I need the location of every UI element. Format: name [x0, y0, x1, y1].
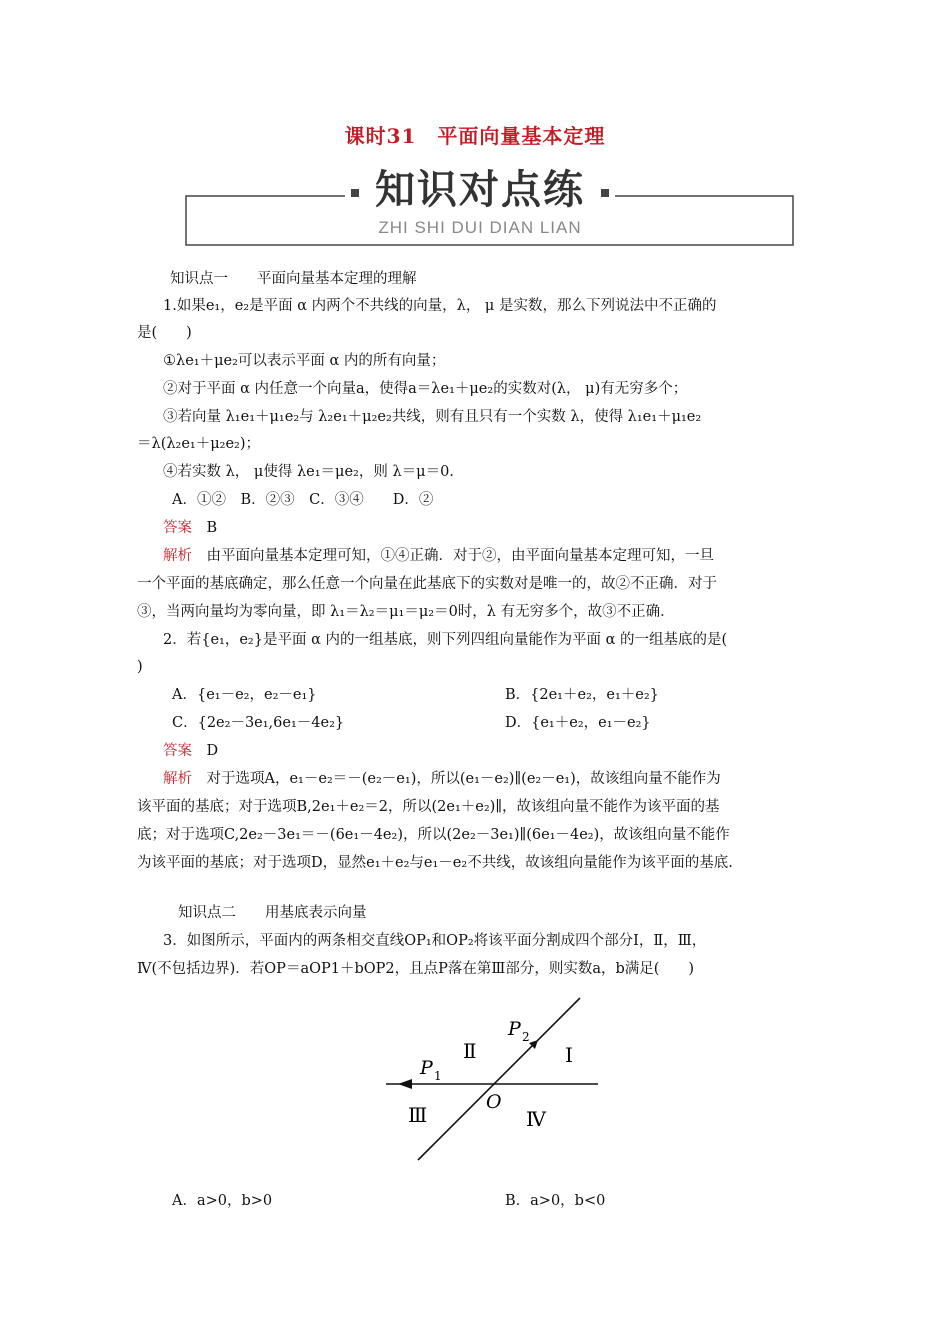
section-banner [185, 160, 795, 246]
analysis-text: 对于选项A，e₁－e₂＝－(e₂－e₁)，所以(e₁－e₂)∥(e₂－e₁)，故该组向量不能作为 [206, 771, 721, 787]
label-p2-sub: 2 [522, 1030, 530, 1044]
q1-analysis-line3: ③，当两向量均为零向量，即 λ₁＝λ₂＝μ₁＝μ₂＝0时，λ 有无穷多个，故③不正确． [137, 604, 675, 620]
q2-stem-line1: 2．若{e₁，e₂}是平面 α 内的一组基底，则下列四组向量能作为平面 α 的一组基底的是( [163, 632, 728, 648]
q2-option-a: A．{e₁－e₂，e₂－e₁} [172, 687, 317, 703]
answer-label: 答案 [163, 520, 192, 536]
region-3-label: Ⅲ [408, 1103, 428, 1127]
q3-option-b: B．a>0，b<0 [505, 1193, 606, 1209]
banner-sub-text: ZHI SHI DUI DIAN LIAN [378, 218, 582, 237]
q1-analysis-line1 [163, 542, 843, 570]
answer-value: B [206, 520, 218, 536]
q1-options: A．①② B．②③ C．③④ D．② [172, 492, 434, 508]
section-heading-2: 知识点二 用基底表示向量 [178, 905, 367, 921]
q1-answer [163, 514, 843, 542]
q1-stem-line2: 是( ) [137, 325, 192, 341]
q3-stem-line2: Ⅳ(不包括边界)．若OP＝aOP1＋bOP2，且点P落在第Ⅲ部分，则实数a，b满足( ) [137, 961, 695, 977]
q2-analysis-line4: 为该平面的基底；对于选项D，显然e₁＋e₂与e₁－e₂不共线，故该组向量能作为该平面的基底. [137, 855, 733, 871]
q2-stem-line2: ) [137, 659, 143, 675]
answer-value: D [206, 743, 219, 759]
label-p2: P [508, 1018, 521, 1040]
section-heading-1: 知识点一 平面向量基本定理的理解 [170, 271, 417, 287]
page-title: 课时31 平面向量基本定理 [344, 124, 606, 148]
q1-stem-line1: 1.如果e₁，e₂是平面 α 内两个不共线的向量，λ， μ 是实数，那么下列说法中不正确的 [163, 298, 717, 314]
line-op2 [418, 998, 580, 1160]
q2-option-b: B．{2e₁＋e₂，e₁＋e₂} [505, 687, 659, 703]
q3-stem-line1: 3．如图所示，平面内的两条相交直线OP₁和OP₂将该平面分割成四个部分Ⅰ，Ⅱ，Ⅲ， [163, 933, 707, 949]
analysis-label: 解析 [163, 548, 192, 564]
label-o: O [486, 1091, 502, 1113]
answer-label: 答案 [163, 743, 192, 759]
label-p1: P [420, 1057, 433, 1079]
q3-option-a: A．a>0，b>0 [172, 1193, 273, 1209]
q1-statement-3a: ③若向量 λ₁e₁＋μ₁e₂与 λ₂e₁＋μ₂e₂共线，则有且只有一个实数 λ，使得 λ₁e₁＋μ₁e₂ [163, 409, 702, 425]
q1-statement-2: ②对于平面 α 内任意一个向量a，使得a＝λe₁＋μe₂的实数对(λ， μ)有无穷多个； [163, 381, 688, 397]
region-2-label: Ⅱ [463, 1039, 477, 1063]
region-1-label: Ⅰ [565, 1043, 573, 1067]
arrow-p1-icon [398, 1079, 412, 1089]
q1-statement-4: ④若实数 λ， μ使得 λe₁＝μe₂，则 λ＝μ＝0. [163, 464, 454, 480]
q2-analysis-line3: 底；对于选项C,2e₂－3e₁＝－(6e₁－4e₂)，所以(2e₂－3e₁)∥(6e₁－4e₂)，故该组向量不能作 [137, 827, 730, 843]
analysis-label: 解析 [163, 771, 192, 787]
q2-option-d: D．{e₁＋e₂，e₁－e₂} [505, 715, 651, 731]
q2-option-c: C．{2e₂－3e₁,6e₁－4e₂} [172, 715, 345, 731]
q1-statement-3b: ＝λ(λ₂e₁＋μ₂e₂)； [137, 436, 261, 452]
q2-analysis-line2: 该平面的基底；对于选项B,2e₁＋e₂＝2，所以(2e₁＋e₂)∥，故该组向量不能作为该平面的基 [137, 799, 720, 815]
q3-figure [368, 988, 616, 1184]
region-4-label: Ⅳ [526, 1107, 546, 1131]
q2-analysis-line1 [163, 765, 843, 793]
label-p1-sub: 1 [434, 1069, 442, 1083]
banner-main-text: 知识对点练 [375, 166, 585, 213]
intersecting-lines-diagram [368, 988, 616, 1184]
analysis-text: 由平面向量基本定理可知，①④正确．对于②，由平面向量基本定理可知，一旦 [206, 548, 714, 564]
q2-answer [163, 737, 843, 765]
q1-statement-1: ①λe₁＋μe₂可以表示平面 α 内的所有向量； [163, 353, 446, 369]
q1-analysis-line2: 一个平面的基底确定，那么任意一个向量在此基底下的实数对是唯一的，故②不正确．对于 [137, 576, 717, 592]
